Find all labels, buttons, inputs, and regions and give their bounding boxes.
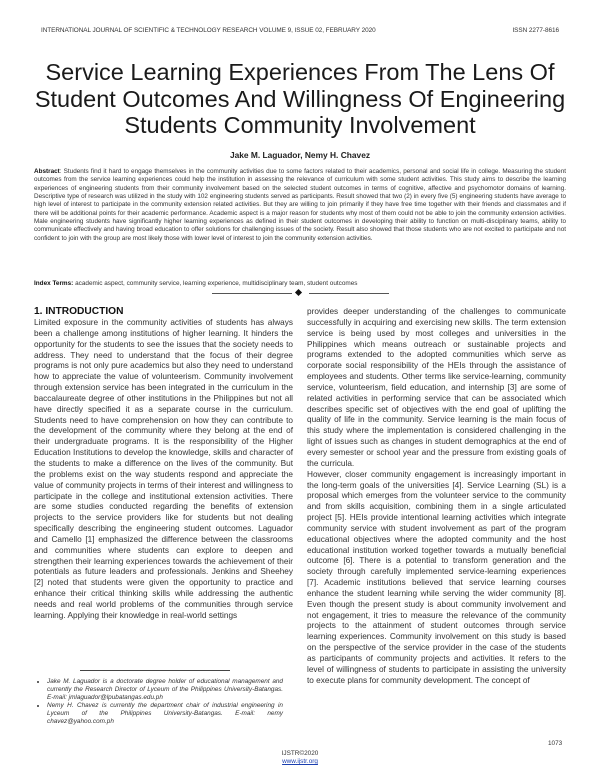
journal-link[interactable]: www.ijstr.org — [282, 758, 318, 765]
right-column — [307, 307, 566, 687]
left-column — [34, 306, 293, 622]
separator-line-left — [212, 293, 292, 294]
abstract-text: : Students find it hard to engage themselves in the community activities due to some factors related to their academics, personal and social life in college. Measuring the student outcomes from the service learning experiences could help the institution in assessing the relevance of curriculum with some student activities. This study aims to describe the learning experiences of engineering students from their community involvement based on the selected student outcomes in terms of cognitive, affective and psychomotor domains of learning. Descriptive type of research was utilized in the study with 102 engineering students served as participants. Result showed that two (2) in every five (5) engineering students have average to high level of interest to participate in the community extension related activities. But they are willing to join primarily if they have free time together with their friends and classmates and if there will be additional points for their academic performance. Academic aspect is a major reason for students why most of them could not be able to join the community extension activities. Male engineering students have significantly higher learning experiences as defined in their student outcomes in developing their ability to function on multi-disciplinary teams, ability to communicate effectively and having broad education to offer solutions for challenging issues of the society. Result also showed that those students who are not excited to participate and not confident to join with the group are most likely those with lower level of interest to join the community extension activities. — [34, 168, 566, 242]
index-terms-text: academic aspect, community service, learning experience, multidisciplinary team, student outcomes — [73, 280, 358, 287]
page-number: 1073 — [548, 740, 563, 747]
author-footnotes — [38, 678, 283, 725]
issn: ISSN 2277-8616 — [512, 27, 559, 34]
abstract — [34, 168, 566, 243]
separator-line-right — [309, 293, 389, 294]
authors: Jake M. Laguador, Nemy H. Chavez — [229, 150, 371, 160]
footnote-rule — [80, 670, 230, 671]
body-paragraph: However, closer community engagement is increasingly important in the long-term goals of the universities [4]. Service Learning (SL) is a proposal which emerges from the volunteer service to the community and from skills acquisition, combining them in a single articulated project [5]. HEIs provide intentional learning activities which integrate community service with student involvement as part of the program educational objectives where the adopted community and the host educational institution worked together towards a mutually beneficial outcome [6]. There is a potential to transform generation and the society through carefully implemented service-learning experiences [7]. Academic institutions believed that service learning courses enhance the student learning while serving the wider community [8]. Even though the present study is about community involvement and not engagement, it tries to measure the relevance of the community projects to the attainment of student outcomes through service learning experiences. Community involvement on this study is based on the perspective of the service provider in the case of the students as participants of community projects and activities. It refers to the level of willingness of students to participate in assisting the university to execute plans for community development. The concept of — [307, 469, 566, 685]
journal-name: INTERNATIONAL JOURNAL OF SCIENTIFIC & TECHNOLOGY RESEARCH VOLUME 9, ISSUE 02, FEBRUARY 2020 — [41, 27, 376, 34]
index-terms-label: Index Terms: — [34, 280, 74, 287]
section-heading: 1. INTRODUCTION — [34, 306, 124, 317]
index-terms — [34, 280, 566, 287]
footnote-item: • Nemy H. Chavez is currently the department chair of industrial engineering in Lyceum of the Philippines University-Batangas. E-mail: nemy chavez@yahoo.com.ph — [47, 702, 283, 726]
running-header — [41, 27, 559, 34]
diamond-icon — [295, 289, 302, 296]
abstract-label: Abstract — [34, 168, 60, 175]
body-paragraph: provides deeper understanding of the challenges to communicate successfully in acquiring and exercising new skills. The term extension service is being used by most colleges and universities in the Philippines which means outreach or sustainable projects and programs extended to the adopted communities which serve as corporate social responsibility of the HEIs through the assistance of employees and students. Other terms like service-learning, community service, volunteerism, field education, and internship [3] are some of related activities in performing service that can be associated which describes specific set of objectives with the end goal of uplifting the quality of life in the community. Service learning is the main focus of this study where the implementation is considered challenging in the light of issues such as changes in student demographics at the end of every semester or school year and the pressure from existing goals of the curricula. — [307, 307, 566, 468]
paper-title: Service Learning Experiences From The Lens Of Student Outcomes And Willingness Of Engineering Students Community Involvement — [34, 59, 566, 138]
section-separator — [212, 290, 412, 298]
footnote-item: • Jake M. Laguador is a doctorate degree holder of educational management and currently the Research Director of Lyceum of the Philippines University-Batangas. E-mail: jmlaguador@lpubatangas.edu.ph — [47, 678, 283, 702]
copyright-code: IJSTR©2020 — [281, 750, 319, 757]
body-paragraph: Limited exposure in the community activities of students has always been a challenge among institutions of higher learning. It hinders the opportunity for the students to see the issues that the society needs to address. They need to understand that the focus of their degree programs is not only pure academics but also they need to understand how to appreciate the value of volunteerism. Community involvement through extension service has been integrated in the curriculum in the baccalaureate degree of other institutions in the Philippines but not all have directly specified it as a separate course in the curriculum. Students need to have comprehension on how they can contribute to the development of the community where they belong at the end of their undergraduate programs. It is the responsibility of the Higher Education Institutions to develop the knowledge, skills and character of the students to make a difference on the lives of the community. But the problems exist on the way students respond and appreciate the value of community projects in terms of their interest and willingness to participate in the college and institutional extension activities. There are some studies conducted regarding the benefits of extension projects to the service providers like for students but not dealing specifically describing the engineering student outcomes. Laguador and Camello [1] emphasized the difference between the classrooms and communities where students can explore to deepen and strengthen their learning experiences towards the achievement of their potentials as future leaders and professionals. Jenkins and Sheehey [2] noted that students were given the opportunity to practice and enhance their critical thinking skills while addressing the authentic needs and real world problems of the communities through service learning. Applying their knowledge in real-world settings — [34, 318, 293, 620]
page-footer — [0, 750, 600, 766]
